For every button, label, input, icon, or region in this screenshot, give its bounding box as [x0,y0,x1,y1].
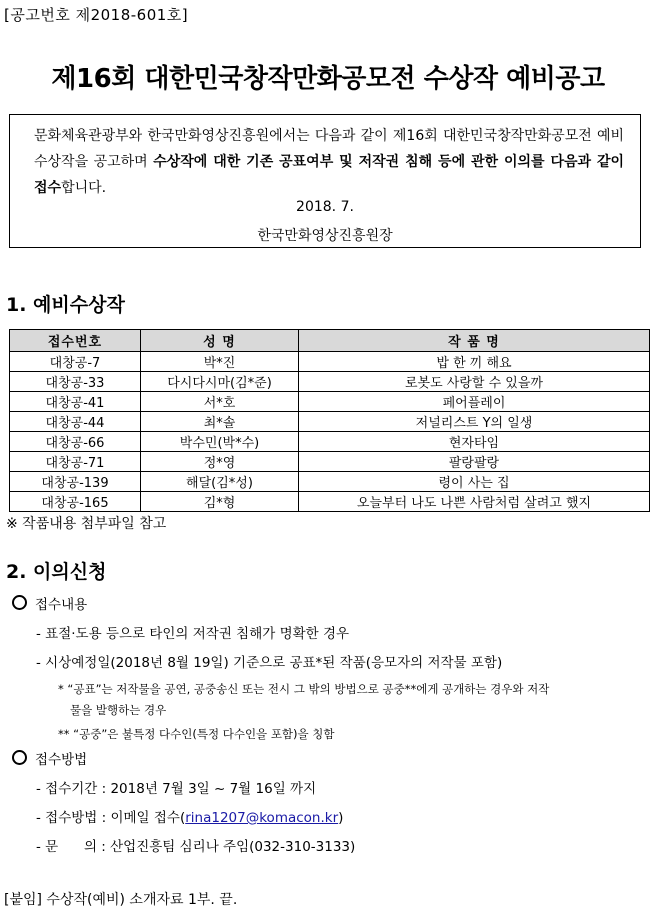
awards-table [9,329,650,512]
section2-heading: 2. 이의신청 [6,561,107,583]
circle-bullet-icon [12,595,27,610]
work-title-cell: 로봇도 사랑할 수 있을까 [299,372,650,392]
footnote-publication-line2: 물을 발행하는 경우 [70,703,167,717]
column-header-work-title: 작 품 명 [299,330,650,352]
footnote-public: ** “공중”은 불특정 다수인(특정 다수인을 포함)을 칭함 [58,727,335,741]
contact-info: - 문 의 : 산업진흥팀 심리나 주임(032-310-3133) [36,839,356,855]
intro-box [9,114,641,248]
email-link[interactable]: rina1207@komacon.kr [185,810,339,826]
receipt-content-text: 접수내용 [35,597,88,613]
footnote-publication-line1: * “공표”는 저작물을 공연, 공중송신 또는 전시 그 밖의 방법으로 공중**에게 공개하는 경우와 저작 [58,682,550,696]
author-name-cell: 다시다시마(김*준) [141,372,299,392]
table-row [10,372,650,392]
receipt-no-cell: 대창공-139 [10,472,141,492]
notice-number: [공고번호 제2018-601호] [4,6,189,24]
table-row [10,452,650,472]
intro-text [34,123,624,201]
receipt-no-cell: 대창공-7 [10,352,141,372]
work-title-cell: 밥 한 끼 해요 [299,352,650,372]
table-row [10,432,650,452]
receipt-no-cell: 대창공-66 [10,432,141,452]
table-note: ※ 작품내용 첨부파일 참고 [6,516,167,532]
receipt-no-cell: 대창공-44 [10,412,141,432]
author-name-cell: 정*영 [141,452,299,472]
author-name-cell: 해달(김*성) [141,472,299,492]
receipt-no-cell: 대창공-41 [10,392,141,412]
author-name-cell: 서*호 [141,392,299,412]
work-title-cell: 페어플레이 [299,392,650,412]
intro-text-bold: 수상작에 대한 기존 공표여부 및 저작권 침해 등에 관한 이의를 다음과 같이 접수 [34,154,624,196]
author-name-cell: 최*솔 [141,412,299,432]
table-row [10,392,650,412]
table-row [10,492,650,512]
author-name-cell: 박*진 [141,352,299,372]
intro-text-plain: 문화체육관광부와 한국만화영상진흥원에서는 다음과 같이 제16회 대한민국창작만화공모전 예비 수상작을 공고하며 [34,128,624,170]
receipt-method [36,806,343,826]
column-header-receipt-no: 접수번호 [10,330,141,352]
receipt-method-prefix: - 접수방법 : 이메일 접수( [36,810,186,826]
table-row [10,412,650,432]
receipt-method-label [12,748,87,768]
table-row [10,352,650,372]
attachment-note: [붙임] 수상작(예비) 소개자료 1부. 끝. [4,892,238,908]
receipt-period: - 접수기간 : 2018년 7월 3일 ~ 7월 16일 까지 [36,781,317,797]
work-title-cell: 저널리스트 Y의 일생 [299,412,650,432]
intro-org: 한국만화영상진흥원장 [257,228,393,244]
receipt-no-cell: 대창공-33 [10,372,141,392]
intro-text-end: 합니다. [61,180,107,196]
intro-date: 2018. 7. [296,199,354,215]
content-item-published: - 시상예정일(2018년 8월 19일) 기준으로 공표*된 작품(응모자의 저작물 포함) [36,655,503,671]
table-row [10,472,650,492]
receipt-method-suffix: ) [338,810,344,826]
work-title-cell: 오늘부터 나도 나쁜 사람처럼 살려고 했지 [299,492,650,512]
work-title-cell: 현자타임 [299,432,650,452]
circle-bullet-icon [12,750,27,765]
receipt-no-cell: 대창공-71 [10,452,141,472]
receipt-method-text: 접수방법 [35,752,88,768]
work-title-cell: 팔랑팔랑 [299,452,650,472]
receipt-content-label [12,593,87,613]
content-item-plagiarism: - 표절·도용 등으로 타인의 저작권 침해가 명확한 경우 [36,626,350,642]
page-title: 제16회 대한민국창작만화공모전 수상작 예비공고 [51,64,605,94]
table-header-row [10,330,650,352]
work-title-cell: 령이 사는 집 [299,472,650,492]
author-name-cell: 김*형 [141,492,299,512]
receipt-no-cell: 대창공-165 [10,492,141,512]
section1-heading: 1. 예비수상작 [6,294,125,316]
column-header-name: 성 명 [141,330,299,352]
author-name-cell: 박수민(박*수) [141,432,299,452]
